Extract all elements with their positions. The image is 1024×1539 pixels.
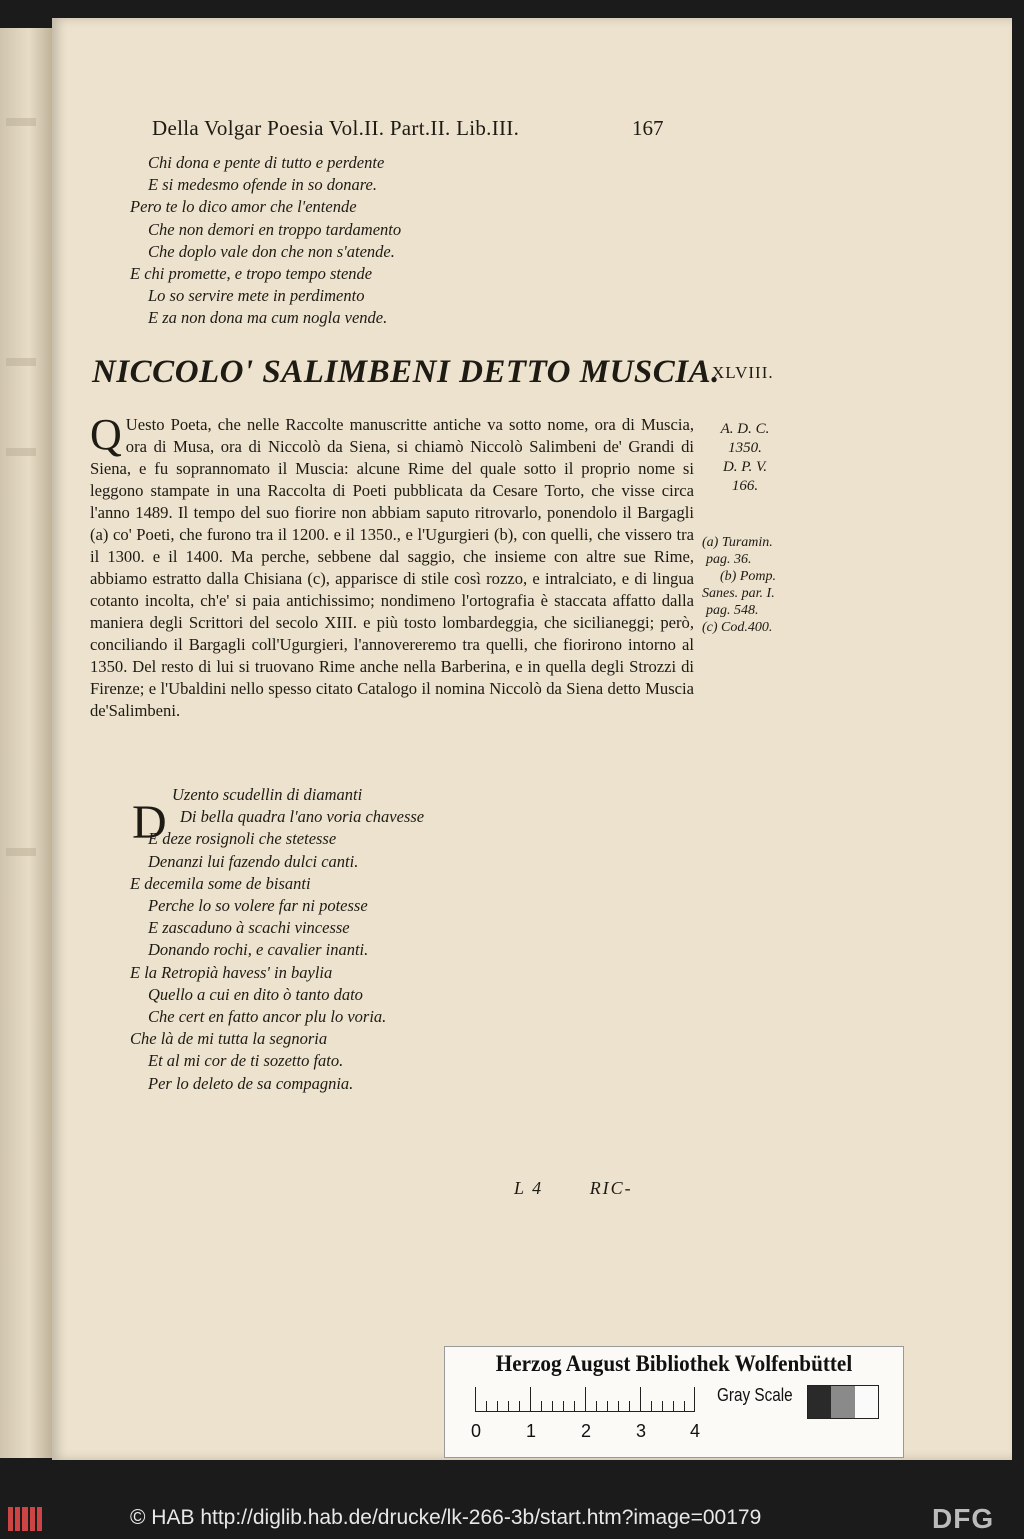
verse-line: Lo so servire mete in perdimento xyxy=(148,286,365,306)
book-page xyxy=(52,18,1012,1460)
verse-line: Per lo deleto de sa compagnia. xyxy=(148,1073,354,1093)
gray-scale-swatch xyxy=(807,1385,879,1419)
body-paragraph xyxy=(90,410,694,722)
verse-line: E decemila some de bisanti xyxy=(130,873,311,893)
verse-line: E si medesmo ofende in so donare. xyxy=(148,175,377,195)
verse-line: Denanzi lui fazendo dulci canti. xyxy=(148,851,359,871)
margin-note: Sanes. par. I. xyxy=(702,586,775,601)
margin-note: pag. 548. xyxy=(706,603,759,618)
margin-line: A. D. C. xyxy=(720,421,770,437)
running-header: Della Volgar Poesia Vol.II. Part.II. Lib.III. xyxy=(152,116,520,140)
signature-mark xyxy=(514,1178,633,1199)
margin-line: 1350. xyxy=(728,440,762,456)
verse-line: Che non demori en troppo tardamento xyxy=(148,219,402,239)
margin-note: (a) Turamin. xyxy=(702,535,773,550)
verse-line: E chi promette, e tropo tempo stende xyxy=(130,264,373,284)
verse-line: Quello a cui en dito ò tanto dato xyxy=(148,984,363,1004)
verse-line: Pero te lo dico amor che l'entende xyxy=(130,197,357,217)
ruler-label: 4 xyxy=(690,1421,701,1441)
ruler-label: 3 xyxy=(636,1421,647,1441)
margin-line: 166. xyxy=(731,478,759,494)
verse-line: Che cert en fatto ancor plu lo voria. xyxy=(148,1007,387,1027)
measurement-ruler xyxy=(475,1385,695,1412)
verse-line: E la Retropià havess' in baylia xyxy=(130,962,333,982)
margin-note: (c) Cod.400. xyxy=(702,620,773,635)
drop-cap: Q xyxy=(90,410,122,459)
verse-line: Chi dona e pente di tutto e perdente xyxy=(148,153,385,172)
sonnet-drop-cap: D xyxy=(132,796,167,849)
verse-line: Che doplo vale don che non s'atende. xyxy=(148,241,395,261)
dfg-logo: DFG xyxy=(932,1503,995,1534)
verse-line: E deze rosignoli che stetesse xyxy=(148,829,337,849)
body-text: Uesto Poeta, che nelle Raccolte manuscritte antiche va sotto nome, ora di Muscia, ora di Musa, ora di Niccolò da Siena, si chiamò Niccolò Salimbeni de' Grandi di Siena, e fu soprannomato il Muscia: alcune Rime del quale sotto il proprio nome si leggono stampate in una Raccolta di Poeti pubblicata da Cesare Torto, che visse circa l'anno 1489. Il tempo del suo fiorire non abbiam saputo ritrovarlo, ponendolo il Bargagli (a) co' Poeti, che furono tra il 1200. e il 1350., e l'Ugurgieri (b), con quelli, che vissero tra il 1300. e il 1400. Ma perche, sebbene dal saggio, che insieme con altre sue Rime, abbiamo estratto dalla Chisiana (c), apparisce di stile così rozzo, e intralciato, e di lingua cotanto incolta, ch'e' si paia antichissimo; nondimeno l'ortografia è staccata affatto dalla maniera degli Scrittori del secolo XIII. e più tosto lombardeggia, che sicilianeggi; però, conciliando il Bargagli coll'Ugurgieri, l'annovereremo tra quelli, che fiorirono intorno al 1350. Del resto di lui si truovano Rime anche nella Barberina, e in quella degli Strozzi di Firenze; e l'Ubaldini nello spesso citato Catalogo il nomina Niccolò da Siena detto Muscia de'Salimbeni. xyxy=(90,415,694,720)
library-color-card xyxy=(444,1346,904,1458)
section-number: XLVIII. xyxy=(712,363,774,382)
verse-line: Uzento scudellin di diamanti xyxy=(172,785,363,804)
verse-line: E zascaduno à scachi vincesse xyxy=(148,918,350,938)
catchword: RIC- xyxy=(589,1178,633,1198)
verse-line: Che là de mi tutta la segnoria xyxy=(130,1029,328,1049)
ruler-label: 2 xyxy=(581,1421,592,1441)
margin-note: pag. 36. xyxy=(706,552,752,567)
section-title: NICCOLO' SALIMBENI DETTO MUSCIA. xyxy=(92,354,720,390)
hab-logo-icon xyxy=(8,1507,42,1531)
page-number: 167 xyxy=(632,116,664,140)
verse-line: Donando rochi, e cavalier inanti. xyxy=(148,940,369,960)
footer-credit-link[interactable]: © HAB http://diglib.hab.de/drucke/lk-266-3b/start.htm?image=00179 xyxy=(130,1506,762,1529)
viewer-footer xyxy=(0,1499,1024,1539)
margin-line: D. P. V. xyxy=(722,459,768,475)
library-name: Herzog August Bibliothek Wolfenbüttel xyxy=(495,1351,853,1376)
verse-line: Et al mi cor de ti sozetto fato. xyxy=(148,1051,344,1071)
verse-line: Di bella quadra l'ano voria chavesse xyxy=(180,807,425,827)
verse-top xyxy=(130,152,401,330)
margin-notes xyxy=(702,534,812,636)
ruler-label: 1 xyxy=(526,1421,537,1441)
ruler-label: 0 xyxy=(471,1421,482,1441)
margin-date xyxy=(710,420,780,496)
verse-line: Perche lo so volere far ni potesse xyxy=(148,896,368,916)
previous-page-edge xyxy=(0,28,52,1458)
sonnet xyxy=(130,784,424,1095)
margin-note: (b) Pomp. xyxy=(720,569,776,584)
verse-line: E za non dona ma cum nogla vende. xyxy=(148,308,388,328)
signature: L 4 xyxy=(514,1178,544,1198)
gray-scale-label: Gray Scale xyxy=(717,1385,793,1405)
